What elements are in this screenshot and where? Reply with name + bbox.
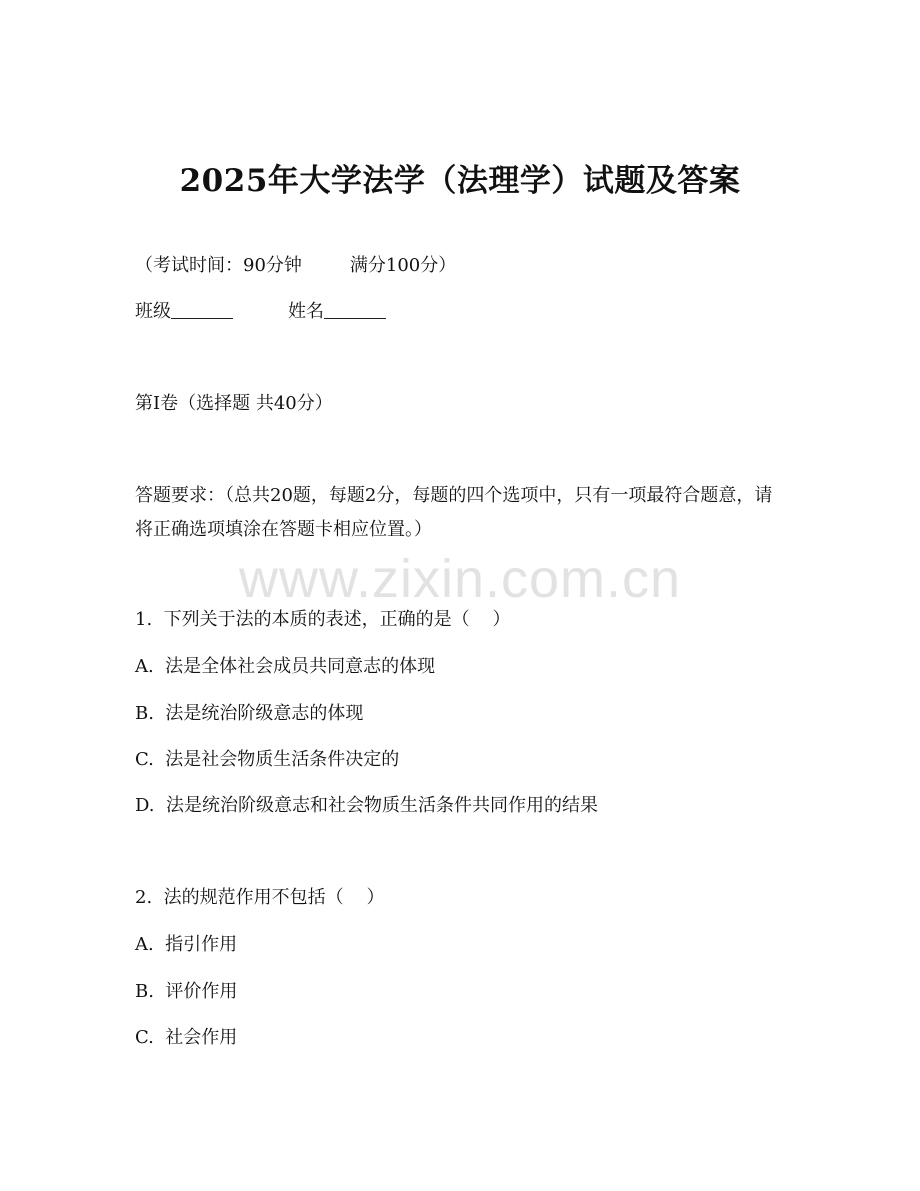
exam-info [135, 254, 456, 278]
name-blank[interactable] [324, 300, 386, 319]
question-1-option-c: C. 法是社会物质生活条件决定的 [135, 749, 400, 770]
section-heading: 第Ⅰ卷（选择题 共40分） [135, 393, 333, 414]
class-blank[interactable] [171, 300, 233, 319]
question-1-option-b: B. 法是统治阶级意志的体现 [135, 703, 364, 724]
instructions: 答题要求：（总共20题，每题2分，每题的四个选项中，只有一项最符合题意，请将正确选项填涂在答题卡相应位置。） [135, 485, 773, 540]
document-title: 2025年大学法学（法理学）试题及答案 [179, 163, 741, 199]
question-2-option-a: A. 指引作用 [135, 934, 238, 955]
exam-time: （考试时间：90分钟 [135, 255, 302, 276]
exam-full-score: 满分100分） [349, 255, 457, 276]
question-1-option-d: D. 法是统治阶级意志和社会物质生活条件共同作用的结果 [135, 795, 598, 816]
question-2-stem: 2. 法的规范作用不包括（ ） [135, 887, 385, 908]
question-2-option-c: C. 社会作用 [135, 1027, 238, 1048]
watermark: www.zixin.com.cn [238, 549, 682, 609]
class-label: 班级 [135, 301, 171, 322]
student-info [135, 300, 386, 324]
name-label: 姓名 [288, 301, 324, 322]
question-2-option-b: B. 评价作用 [135, 981, 238, 1002]
question-1-stem: 1. 下列关于法的本质的表述，正确的是（ ） [135, 609, 511, 630]
question-1-option-a: A. 法是全体社会成员共同意志的体现 [135, 656, 436, 677]
